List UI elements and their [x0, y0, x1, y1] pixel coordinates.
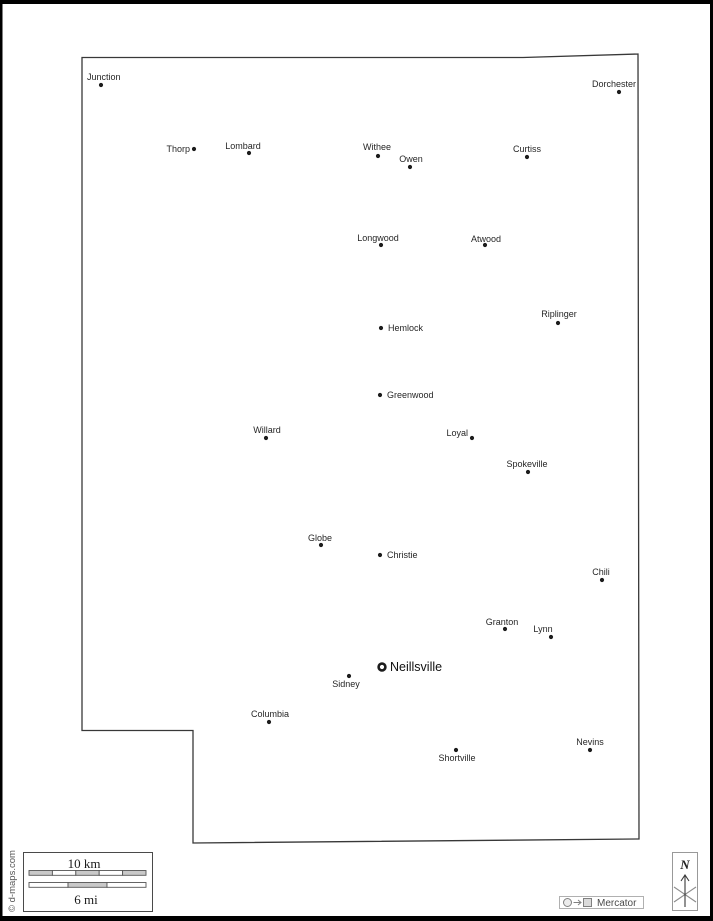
- town-marker: [378, 550, 418, 560]
- town-label: Riplinger: [541, 309, 577, 319]
- town-label: Junction: [87, 72, 121, 82]
- town-label: Thorp: [166, 144, 190, 154]
- town-marker: [399, 154, 423, 169]
- town-label: Sidney: [332, 679, 360, 689]
- town-label: Willard: [253, 425, 281, 435]
- town-label: Loyal: [446, 428, 468, 438]
- town-dot: [470, 436, 474, 440]
- credit-text: © d-maps.com: [7, 850, 18, 912]
- town-marker: [592, 567, 610, 582]
- town-dot: [378, 553, 382, 557]
- town-marker: [438, 748, 475, 763]
- town-marker: [87, 72, 121, 87]
- town-marker: [357, 233, 399, 247]
- town-marker: [486, 617, 519, 631]
- town-marker: [308, 533, 332, 547]
- projection-square-icon: [584, 899, 592, 907]
- county-seat-label: Neillsville: [390, 660, 443, 674]
- town-dot: [264, 436, 268, 440]
- town-marker: [576, 737, 604, 752]
- town-marker: [541, 309, 577, 325]
- town-label: Dorchester: [591, 79, 636, 89]
- town-dot: [319, 543, 323, 547]
- town-label: Longwood: [357, 233, 399, 243]
- town-dot: [600, 578, 604, 582]
- town-label: Hemlock: [388, 323, 424, 333]
- town-dot: [99, 83, 103, 87]
- projection-legend: [560, 897, 644, 910]
- town-dot: [267, 720, 271, 724]
- town-marker: [166, 144, 196, 154]
- town-marker: [506, 459, 547, 474]
- town-dot: [379, 243, 383, 247]
- projection-circle-icon: [564, 899, 572, 907]
- town-label: Lynn: [533, 624, 553, 634]
- town-dot: [379, 326, 383, 330]
- town-label: Shortville: [438, 753, 476, 763]
- town-label: Granton: [485, 617, 519, 627]
- town-dot: [525, 155, 529, 159]
- town-dot: [526, 470, 530, 474]
- town-dot: [378, 393, 382, 397]
- scale-km-label: 10 km: [67, 856, 101, 871]
- town-marker: [378, 390, 434, 400]
- town-dot: [588, 748, 592, 752]
- town-label: Atwood: [470, 234, 502, 244]
- towns-layer: [87, 72, 636, 763]
- town-marker: [251, 709, 289, 724]
- town-marker: [363, 142, 391, 158]
- projection-label: Mercator: [597, 898, 637, 909]
- town-label: Christie: [387, 550, 418, 560]
- town-marker: [225, 141, 261, 155]
- town-label: Nevins: [576, 737, 604, 747]
- town-dot: [549, 635, 553, 639]
- scale-bar: [24, 853, 153, 912]
- town-label: Spokeville: [506, 459, 548, 469]
- scale-km-bar: [29, 871, 146, 876]
- town-dot: [556, 321, 560, 325]
- town-label: Greenwood: [387, 390, 434, 400]
- county-seat-dot: [379, 664, 386, 671]
- town-label: Curtiss: [512, 144, 542, 154]
- town-marker: [533, 624, 553, 639]
- town-label: Globe: [307, 533, 333, 543]
- town-marker: [592, 79, 636, 94]
- town-dot: [247, 151, 251, 155]
- town-marker: [332, 674, 360, 689]
- town-marker: [471, 234, 501, 247]
- town-label: Withee: [362, 142, 392, 152]
- town-dot: [376, 154, 380, 158]
- scale-mi-bar: [29, 883, 146, 888]
- county-seat-marker: [379, 660, 443, 674]
- town-label: Chili: [592, 567, 610, 577]
- town-marker: [513, 144, 542, 159]
- county-outline: [82, 54, 639, 843]
- town-dot: [617, 90, 621, 94]
- town-label: Lombard: [225, 141, 261, 151]
- town-marker: [253, 425, 281, 440]
- town-dot: [454, 748, 458, 752]
- scale-mi-label: 6 mi: [74, 892, 98, 907]
- town-dot: [347, 674, 351, 678]
- town-label: Columbia: [250, 709, 290, 719]
- town-marker: [379, 323, 424, 333]
- town-dot: [192, 147, 196, 151]
- town-marker: [446, 428, 474, 440]
- north-label: N: [680, 857, 690, 872]
- north-indicator: [673, 853, 698, 911]
- town-label: Owen: [399, 154, 423, 164]
- town-dot: [503, 627, 507, 631]
- town-dot: [408, 165, 412, 169]
